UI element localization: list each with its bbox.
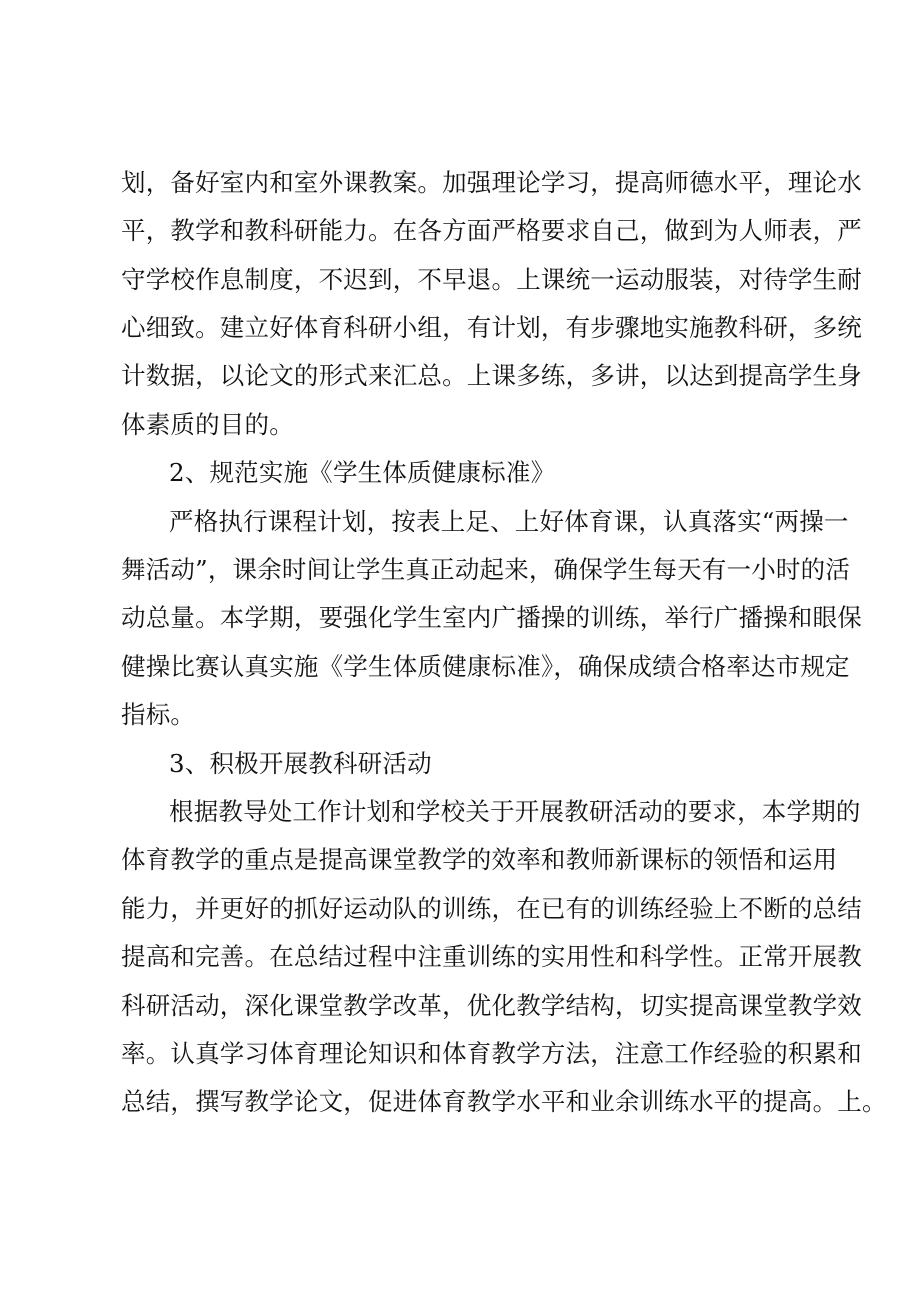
text-line: 划，备好室内和室外课教案。加强理论学习，提高师德水平，理论水 (121, 168, 862, 197)
text-line: 科研活动，深化课堂教学改革，优化教学结构，切实提高课堂教学效 (121, 991, 862, 1020)
text-line: 率。认真学习体育理论知识和体育教学方法，注意工作经验的积累和 (121, 1039, 862, 1068)
text-line: 健操比赛认真实施《学生体质健康标准》，确保成绩合格率达市规定 (121, 652, 850, 681)
text-line: 计数据，以论文的形式来汇总。上课多练，多讲，以达到提高学生身 (121, 361, 862, 390)
text-line: 提高和完善。在总结过程中注重训练的实用性和科学性。正常开展教 (121, 942, 862, 971)
text-line: 心细致。建立好体育科研小组，有计划，有步骤地实施教科研，多统 (121, 313, 862, 342)
text-line: 能力，并更好的抓好运动队的训练，在已有的训练经验上不断的总结 (121, 894, 862, 923)
text-line: 平，教学和教科研能力。在各方面严格要求自己，做到为人师表，严 (121, 216, 862, 245)
text-line: 守学校作息制度，不迟到，不早退。上课统一运动服装，对待学生耐 (121, 265, 862, 294)
text-line: 舞活动”，课余时间让学生真正动起来，确保学生每天有一小时的活 (121, 555, 851, 584)
text-line: 指标。 (121, 700, 196, 729)
section-heading-3: 3、积极开展教科研活动 (169, 749, 432, 778)
text-line: 总结，撰写教学论文，促进体育教学水平和业余训练水平的提高。上。 (121, 1087, 887, 1116)
text-line: 体育教学的重点是提高课堂教学的效率和教师新课标的领悟和运用 (121, 845, 838, 874)
text-line: 严格执行课程计划，按表上足、上好体育课，认真落实“两操一 (169, 507, 849, 536)
text-line: 动总量。本学期，要强化学生室内广播操的训练，举行广播操和眼保 (121, 603, 862, 632)
text-line: 根据教导处工作计划和学校关于开展教研活动的要求，本学期的 (169, 797, 861, 826)
section-heading-2: 2、规范实施《学生体质健康标准》 (169, 458, 556, 487)
text-line: 体素质的目的。 (121, 410, 294, 439)
